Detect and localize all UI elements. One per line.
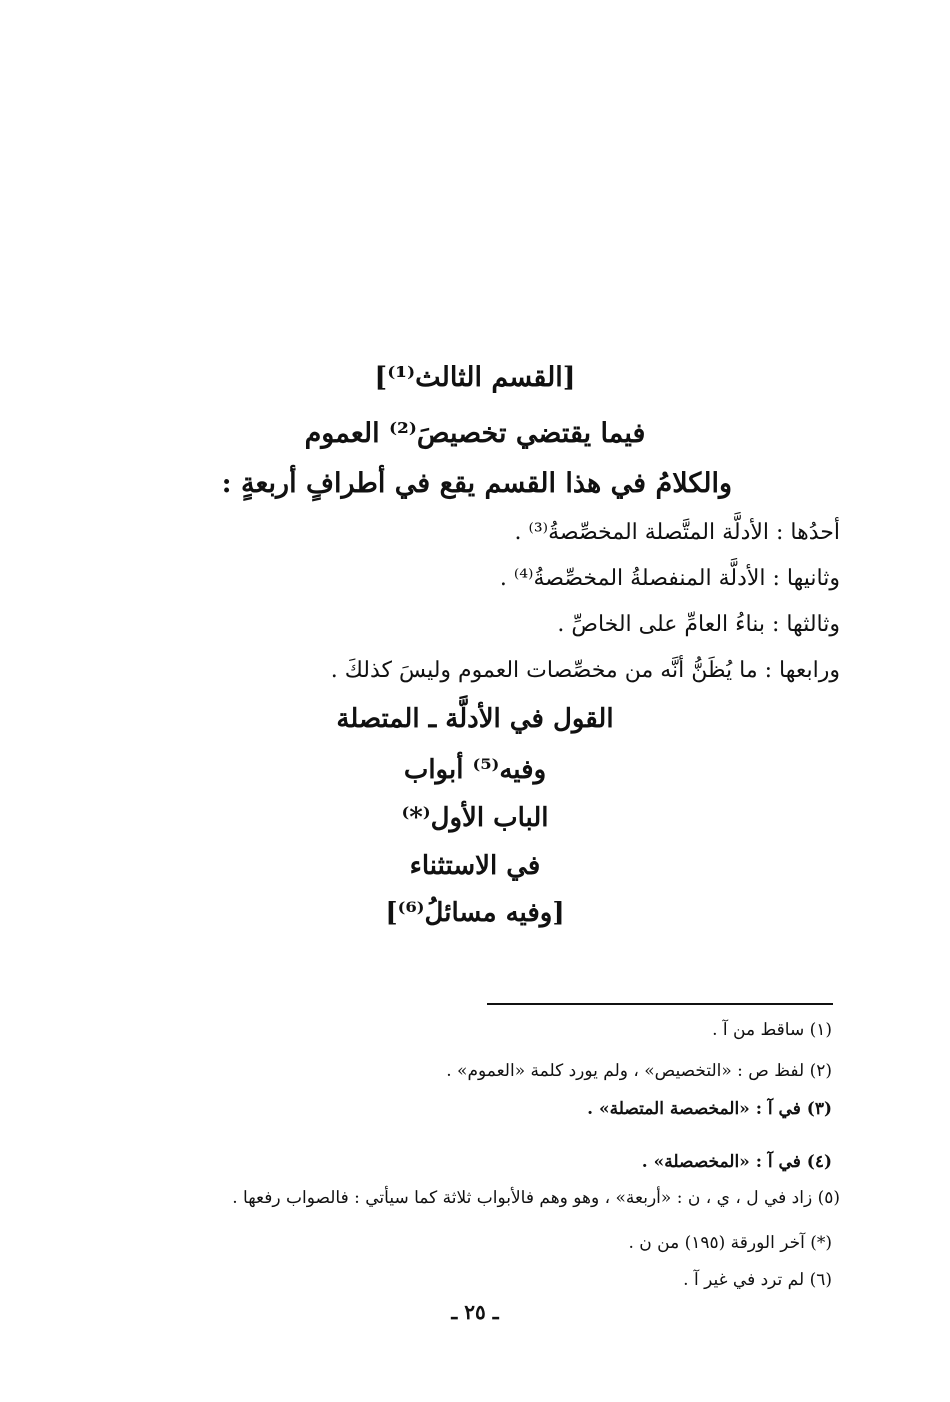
footnote-1: (١) ساقط من آ . bbox=[712, 1020, 832, 1040]
section-subject: فيما يقتضي تخصيصَ⁽²⁾ العموم bbox=[304, 418, 646, 449]
list-item-second: وثانيها : الأدلَّة المنفصلةُ المخصِّصةُ⁽⁴⁾ . bbox=[499, 566, 840, 591]
list-item-first: أحدُها : الأدلَّة المتَّصلة المخصِّصةُ⁽³⁾ . bbox=[514, 520, 840, 545]
page-number: ـ ٢٥ ـ bbox=[451, 1300, 499, 1324]
footnote-2: (٢) لفظ ص : «التخصيص» ، ولم يورد كلمة «العموم» . bbox=[446, 1061, 832, 1081]
bab-subject: في الاستثناء bbox=[409, 851, 541, 881]
list-item-fourth: ورابعها : ما يُظَنُّ أنَّه من مخصِّصات العموم وليسَ كذلكَ . bbox=[330, 658, 840, 683]
chapter-subtitle: وفيه⁽⁵⁾ أبواب bbox=[403, 755, 547, 785]
list-item-third: وثالثها : بناءُ العامِّ على الخاصِّ . bbox=[557, 612, 840, 637]
masail-heading: [وفيه مسائلُ⁽⁶⁾] bbox=[385, 898, 565, 928]
footnote-3: (٣) في آ : «المخصصة المتصلة» . bbox=[587, 1099, 832, 1119]
footnote-star: (*) آخر الورقة (١٩٥) من ن . bbox=[628, 1233, 832, 1253]
section-heading: [القسم الثالث⁽¹⁾] bbox=[374, 362, 576, 393]
footnote-6: (٦) لم ترد في غير آ . bbox=[683, 1270, 832, 1290]
footnote-divider bbox=[487, 1003, 833, 1005]
chapter-title: القول في الأدلَّة ـ المتصلة bbox=[336, 704, 614, 734]
bab-title: الباب الأول⁽*⁾ bbox=[401, 803, 549, 833]
intro-paragraph: والكلامُ في هذا القسم يقع في أطرافٍ أربعةٍ : bbox=[221, 468, 732, 499]
footnote-4: (٤) في آ : «المخصصلة» . bbox=[641, 1152, 832, 1172]
footnote-5: (٥) زاد في ل ، ي ، ن : «أربعة» ، وهو وهم فالأبواب ثلاثة كما سيأتي : فالصواب رفعها . bbox=[232, 1188, 840, 1208]
